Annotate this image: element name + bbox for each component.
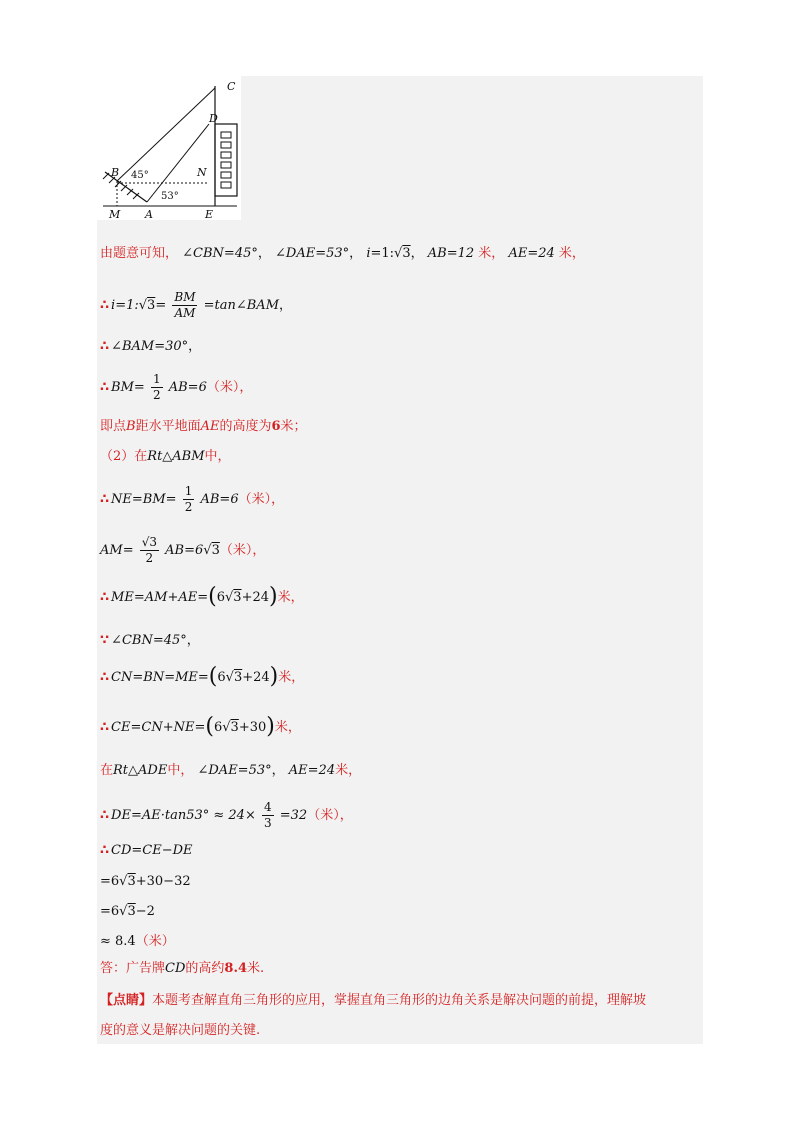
label-e: E <box>205 208 214 220</box>
line-19: 答：广告牌CD的高约8.4米. <box>100 961 265 976</box>
line-9: ∴ ME=AM+AE=(6√3+24)米， <box>100 584 304 609</box>
line-10: ∵ ∠CBN=45°， <box>100 633 200 648</box>
line-2: ∴ i=1:√3= $\frac{BM}{AM}$ =tan∠BAM， <box>100 290 293 320</box>
angle-53: 53° <box>161 191 179 202</box>
line-17: =6√3−2 <box>100 904 155 919</box>
line-18: ≈ 8.4（米） <box>100 934 175 949</box>
line-6: （2）在Rt△ABM中， <box>100 449 231 464</box>
geometry-diagram <box>97 76 241 220</box>
label-a: A <box>145 208 153 220</box>
line-16: =6√3+30−32 <box>100 874 191 889</box>
line-15: ∴ CD=CE−DE <box>100 843 193 858</box>
line-7: ∴ NE=BM= $\frac{1}{2}$ AB=6（米）， <box>100 484 285 514</box>
label-d: D <box>209 112 218 125</box>
label-b: B <box>111 166 120 179</box>
line-1: 由题意可知， ∠CBN=45°， ∠DAE=53°， i=1:√3， AB=12 米， AE=24 米， <box>100 246 585 261</box>
label-n: N <box>197 166 207 179</box>
line-14: ∴ DE=AE·tan53° ≈ 24× $\frac{4}{3}$ =32（米）， <box>100 800 353 830</box>
line-12: ∴ CE=CN+NE=(6√3+30)米， <box>100 714 301 739</box>
line-5: 即点B距水平地面AE的高度为6米； <box>100 419 307 434</box>
line-21: 度的意义是解决问题的关键. <box>100 1023 261 1038</box>
line-3: ∴ ∠BAM=30°， <box>100 339 202 354</box>
line-11: ∴ CN=BN=ME=(6√3+24)米， <box>100 664 305 689</box>
line-8: AM= $\frac{√3}{2}$ AB=6√3（米）， <box>100 535 266 565</box>
label-c: C <box>227 80 236 93</box>
line-13: 在Rt△ADE中， ∠DAE=53°， AE=24米， <box>100 763 362 778</box>
line-20: 【点睛】本题考查解直角三角形的应用，掌握直角三角形的边角关系是解决问题的前提，理解坡 <box>100 993 647 1008</box>
angle-45: 45° <box>131 170 149 181</box>
label-m: M <box>109 208 121 220</box>
line-4: ∴ BM= $\frac{1}{2}$ AB=6（米）， <box>100 372 253 402</box>
